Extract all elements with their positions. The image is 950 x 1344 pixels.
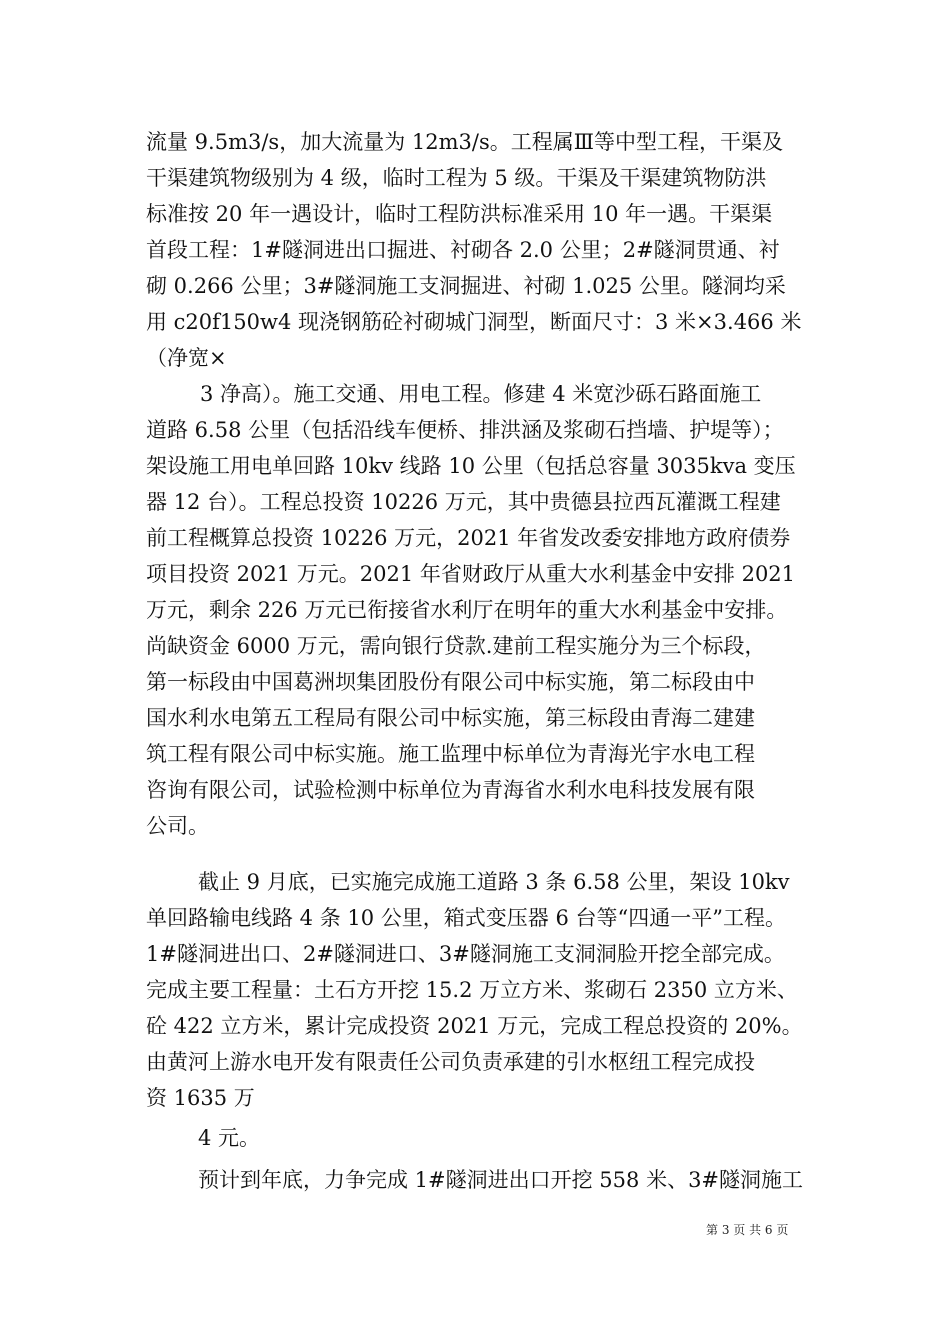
text-line: 标准按 20 年一遇设计，临时工程防洪标准采用 10 年一遇。干渠渠 [146,202,773,226]
text-line: 首段工程：1#隧洞进出口掘进、衬砌各 2.0 公里；2#隧洞贯通、衬 [146,238,780,262]
text-line: （净宽× [146,346,227,370]
text-line: 砼 422 立方米，累计完成投资 2021 万元，完成工程总投资的 20%。 [146,1014,803,1038]
text-line: 道路 6.58 公里（包括沿线车便桥、排洪涵及浆砌石挡墙、护堤等）； [146,418,784,442]
text-line: 1#隧洞进出口、2#隧洞进口、3#隧洞施工支洞洞脸开挖全部完成。 [146,942,785,966]
text-line: 项目投资 2021 万元。2021 年省财政厅从重大水利基金中安排 2021 [146,562,796,586]
text-line: 流量 9.5m3/s，加大流量为 12m3/s。工程属Ⅲ等中型工程，干渠及 [146,130,783,154]
text-line: 4 元。 [198,1126,261,1150]
text-line: 第一标段由中国葛洲坝集团股份有限公司中标实施，第二标段由中 [146,670,755,694]
text-line: 干渠建筑物级别为 4 级，临时工程为 5 级。干渠及干渠建筑物防洪 [146,166,767,190]
text-line: 万元，剩余 226 万元已衔接省水利厅在明年的重大水利基金中安排。 [146,598,788,622]
text-line: 资 1635 万 [146,1086,255,1110]
text-line: 预计到年底，力争完成 1#隧洞进出口开挖 558 米、3#隧洞施工 [198,1168,804,1192]
text-line: 由黄河上游水电开发有限责任公司负责承建的引水枢纽工程完成投 [146,1050,755,1074]
text-line: 砌 0.266 公里；3#隧洞施工支洞掘进、衬砌 1.025 公里。隧洞均采 [146,274,786,298]
text-line: 完成主要工程量：土石方开挖 15.2 万立方米、浆砌石 2350 立方米、 [146,978,798,1002]
text-line: 截止 9 月底，已实施完成施工道路 3 条 6.58 公里，架设 10kv [198,870,790,894]
text-line: 3 净高）。施工交通、用电工程。修建 4 米宽沙砾石路面施工 [200,382,762,406]
text-line: 筑工程有限公司中标实施。施工监理中标单位为青海光宇水电工程 [146,742,755,766]
text-line: 用 c20f150w4 现浇钢筋砼衬砌城门洞型，断面尺寸：3 米×3.466 米 [146,310,802,334]
text-line: 公司。 [146,814,209,838]
text-line: 前工程概算总投资 10226 万元，2021 年省发改委安排地方政府债券 [146,526,791,550]
page-number: 第 3 页 共 6 页 [706,1223,789,1237]
text-line: 咨询有限公司，试验检测中标单位为青海省水利水电科技发展有限 [146,778,755,802]
text-line: 单回路输电线路 4 条 10 公里，箱式变压器 6 台等“四通一平”工程。 [146,906,786,930]
text-line: 器 12 台）。工程总投资 10226 万元，其中贵德县拉西瓦灌溉工程建 [146,490,781,514]
text-line: 尚缺资金 6000 万元，需向银行贷款.建前工程实施分为三个标段， [146,634,766,658]
text-line: 国水利水电第五工程局有限公司中标实施，第三标段由青海二建建 [146,706,755,730]
text-line: 架设施工用电单回路 10kv 线路 10 公里（包括总容量 3035kva 变压 [146,454,796,478]
